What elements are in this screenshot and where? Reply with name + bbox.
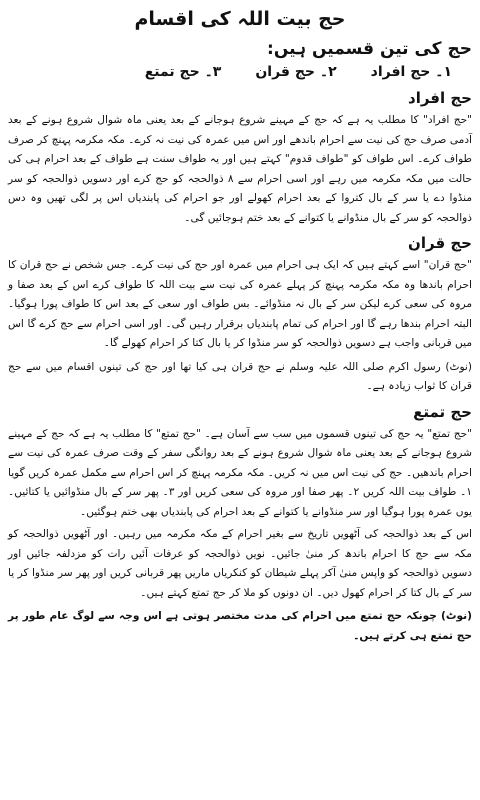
hajj-type-qiran: ۲۔ حج قران bbox=[255, 64, 337, 80]
section-heading-qiran: حج قران bbox=[408, 234, 472, 252]
section-tamattu-paragraph-1: "حج تمتع" یہ حج کی تینوں قسموں میں سب سے آسان ہے۔ "حج تمتع" کا مطلب یہ ہے کہ حج کے مہینے شروع ہوجانے کے بعد یعنی ماہ شوال شروع ہونے کے بعد روانگی سفر کے وقت صرف عمرہ کی نیت سے احرام باندھیں۔ حج کی نیت اس میں نہ کریں۔ مکہ مکرمہ پہنچ کر اس احرام سے مکمل عمرہ کریں گویا ۱۔ طواف بیت اللہ کریں ۲۔ پھر صفا اور مروہ کی سعی کریں اور ۳۔ پھر سر کے بال منڈوائیں یا کتائیں۔ یوں عمرہ پورا ہوگیا اور سر منڈوانے یا کتوانے کے بعد احرام کی پابندیاں بھی ختم ہوگئیں۔ bbox=[8, 427, 472, 518]
intro-heading: حج کی تین قسمیں ہیں: bbox=[267, 39, 472, 59]
section-tamattu-note: (نوٹ) چونکہ حج تمتع میں احرام کی مدت مختصر ہوتی ہے اس وجہ سے لوگ عام طور پر حج تمتع ہی کرتے ہیں۔ bbox=[8, 610, 472, 642]
section-qiran-paragraph: "حج قران" اسے کہتے ہیں کہ ایک ہی احرام میں عمرہ اور حج کی نیت کرے۔ جس شخص نے حج قران کا احرام باندھا وہ مکہ مکرمہ پہنچ کر پہلے عمرہ کی نیت سے بیت اللہ کا طواف کرے اس کے بعد صفا و مروہ کی سعی کرے لیکن سر کے بال نہ منڈوائے۔ بس طواف اور سعی کے بعد اس کا طواف پورا ہوگیا۔ البتہ احرام بندھا رہے گا اور احرام کی تمام پابندیاں برقرار رہیں گی۔ اور اسی احرام سے حج کرے گا اس میں قربانی واجب ہے دسویں ذوالحجہ کو سر منڈوا کر یا بال کتا کر احرام کھولے گا۔ bbox=[8, 259, 472, 349]
page-title: حج بیت اللہ کی اقسام bbox=[134, 8, 346, 30]
section-heading-ifrad: حج افراد bbox=[408, 89, 472, 107]
section-heading-tamattu: حج تمتع bbox=[413, 402, 472, 421]
hajj-types-list bbox=[8, 62, 452, 82]
section-qiran-note: (نوٹ) رسول اکرم صلی اللہ علیہ وسلم نے حج قران ہی کیا تھا اور حج کی تینوں اقسام میں سے حج قران کا ثواب زیادہ ہے۔ bbox=[8, 360, 472, 392]
section-tamattu-paragraph-2: اس کے بعد ذوالحجہ کی آٹھویں تاریخ سے بغیر احرام کے مکہ مکرمہ میں رہیں۔ اور آٹھویں ذوالحجہ کو مکہ سے حج کا احرام باندھ کر منیٰ جائیں۔ نویں ذوالحجہ کو عرفات آئیں رات کو مزدلفہ جائیں اور دسویں ذوالحجہ کو واپس منیٰ آکر پہلے شیطان کو کنکریاں ماریں پھر قربانی کریں اور پھر سر منڈوا کر یا سر کے بال کتا کر احرام کھول دیں۔ ان دونوں کو ملا کر حج تمتع کہتے ہیں۔ bbox=[8, 528, 472, 599]
hajj-type-ifrad: ۱۔ حج افراد bbox=[370, 64, 452, 80]
section-ifrad-paragraph: "حج افراد" کا مطلب یہ ہے کہ حج کے مہینے شروع ہوجانے کے بعد یعنی ماہ شوال شروع ہونے کے بعد آدمی صرف حج کی نیت سے احرام باندھے اور اس میں عمرہ کی نیت نہ کرے۔ مکہ مکرمہ پہنچ کر صرف طواف کرے۔ اس طواف کو "طواف قدوم" کہتے ہیں اور یہ طواف سنت ہے طواف کے بعد احرام ہی کی حالت میں مکہ مکرمہ میں رہے اور اسی احرام سے ۸ ذوالحجہ کو حج کرے اور دسویں ذوالحجہ کو سر منڈوا دے یا سر کے بال کتروا کے بعد احرام کھولے اور جو احرام کی پابندیاں اس پر لگی تھیں وہ دس ذوالحجہ کو سر کے بال منڈوانے یا کتوانے کے بعد ختم ہوجائیں گی۔ bbox=[8, 114, 473, 224]
hajj-type-tamattu: ۳۔ حج تمتع bbox=[144, 64, 222, 80]
